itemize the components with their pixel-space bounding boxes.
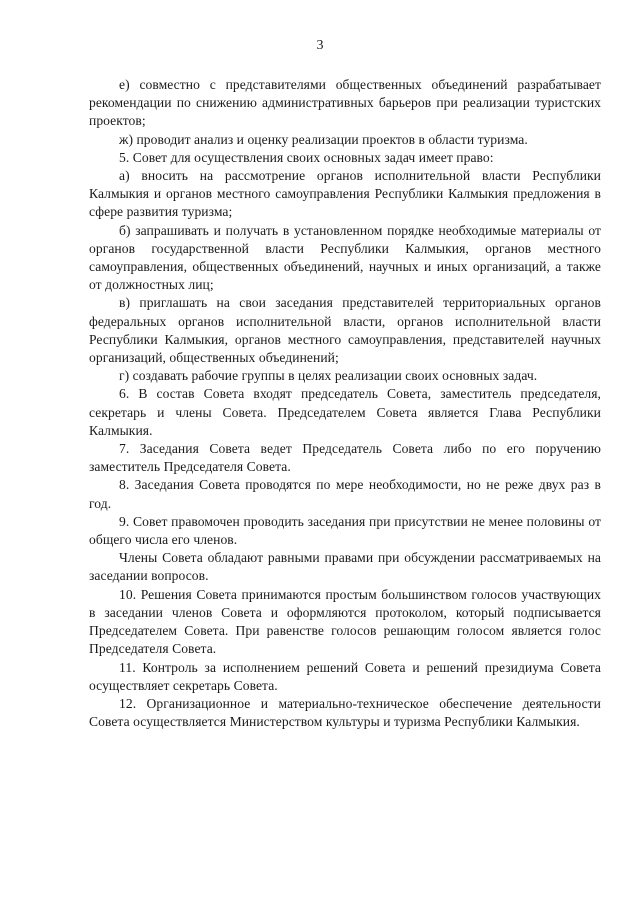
paragraph-section-7: 7. Заседания Совета ведет Председатель Совета либо по его поручению заместитель Председателя Совета.: [89, 441, 601, 475]
paragraph-section-9: 9. Совет правомочен проводить заседания при присутствии не менее половины от общего числа его членов.: [89, 513, 601, 548]
paragraph-section-12: 12. Организационное и материально-техническое обеспечение деятельности Совета осуществляется Министерством культуры и туризма Республики Калмыкия.: [89, 695, 601, 730]
document-body: [89, 76, 601, 731]
paragraph-item-e: е) совместно с представителями общественных объединений разрабатывает рекомендации по снижению административных барьеров при реализации туристских проектов;: [89, 77, 601, 129]
paragraph-section-6: 6. В состав Совета входят председатель Совета, заместитель председателя, секретарь и члены Совета. Председателем Совета является Глава Республики Калмыкия.: [89, 386, 601, 438]
paragraph-item-b: б) запрашивать и получать в установленном порядке необходимые материалы от органов государственной власти Республики Калмыкия, органов местного самоуправления, общественных объединений, научных и иных организаций, а также от должностных лиц;: [89, 222, 601, 293]
paragraph-section-10: 10. Решения Совета принимаются простым большинством голосов участвующих в заседании членов Совета и оформляются протоколом, который подписывается Председателем Совета. При равенстве голосов решающим голосом является голос Председателя Совета.: [89, 586, 601, 657]
paragraph-members-rights: Члены Совета обладают равными правами при обсуждении рассматриваемых на заседании вопросов.: [89, 550, 601, 584]
paragraph-section-5: 5. Совет для осуществления своих основных задач имеет право:: [119, 149, 494, 165]
paragraph-item-zh: ж) проводит анализ и оценку реализации проектов в области туризма.: [119, 131, 528, 147]
paragraph-section-8: 8. Заседания Совета проводятся по мере необходимости, но не реже двух раз в год.: [89, 477, 601, 511]
page-number: 3: [316, 38, 324, 53]
paragraph-item-g: г) создавать рабочие группы в целях реализации своих основных задач.: [119, 368, 538, 384]
paragraph-item-v: в) приглашать на свои заседания представителей территориальных органов федеральных органов исполнительной власти, органов исполнительной власти Республики Калмыкия, органов местного самоуправления, представителей научных организаций, общественных объединений;: [89, 295, 601, 366]
paragraph-section-11: 11. Контроль за исполнением решений Совета и решений президиума Совета осуществляет секретарь Совета.: [89, 659, 601, 693]
paragraph-item-a: а) вносить на рассмотрение органов исполнительной власти Республики Калмыкия и органов местного самоуправления Республики Калмыкия предложения в сфере развития туризма;: [89, 168, 601, 220]
